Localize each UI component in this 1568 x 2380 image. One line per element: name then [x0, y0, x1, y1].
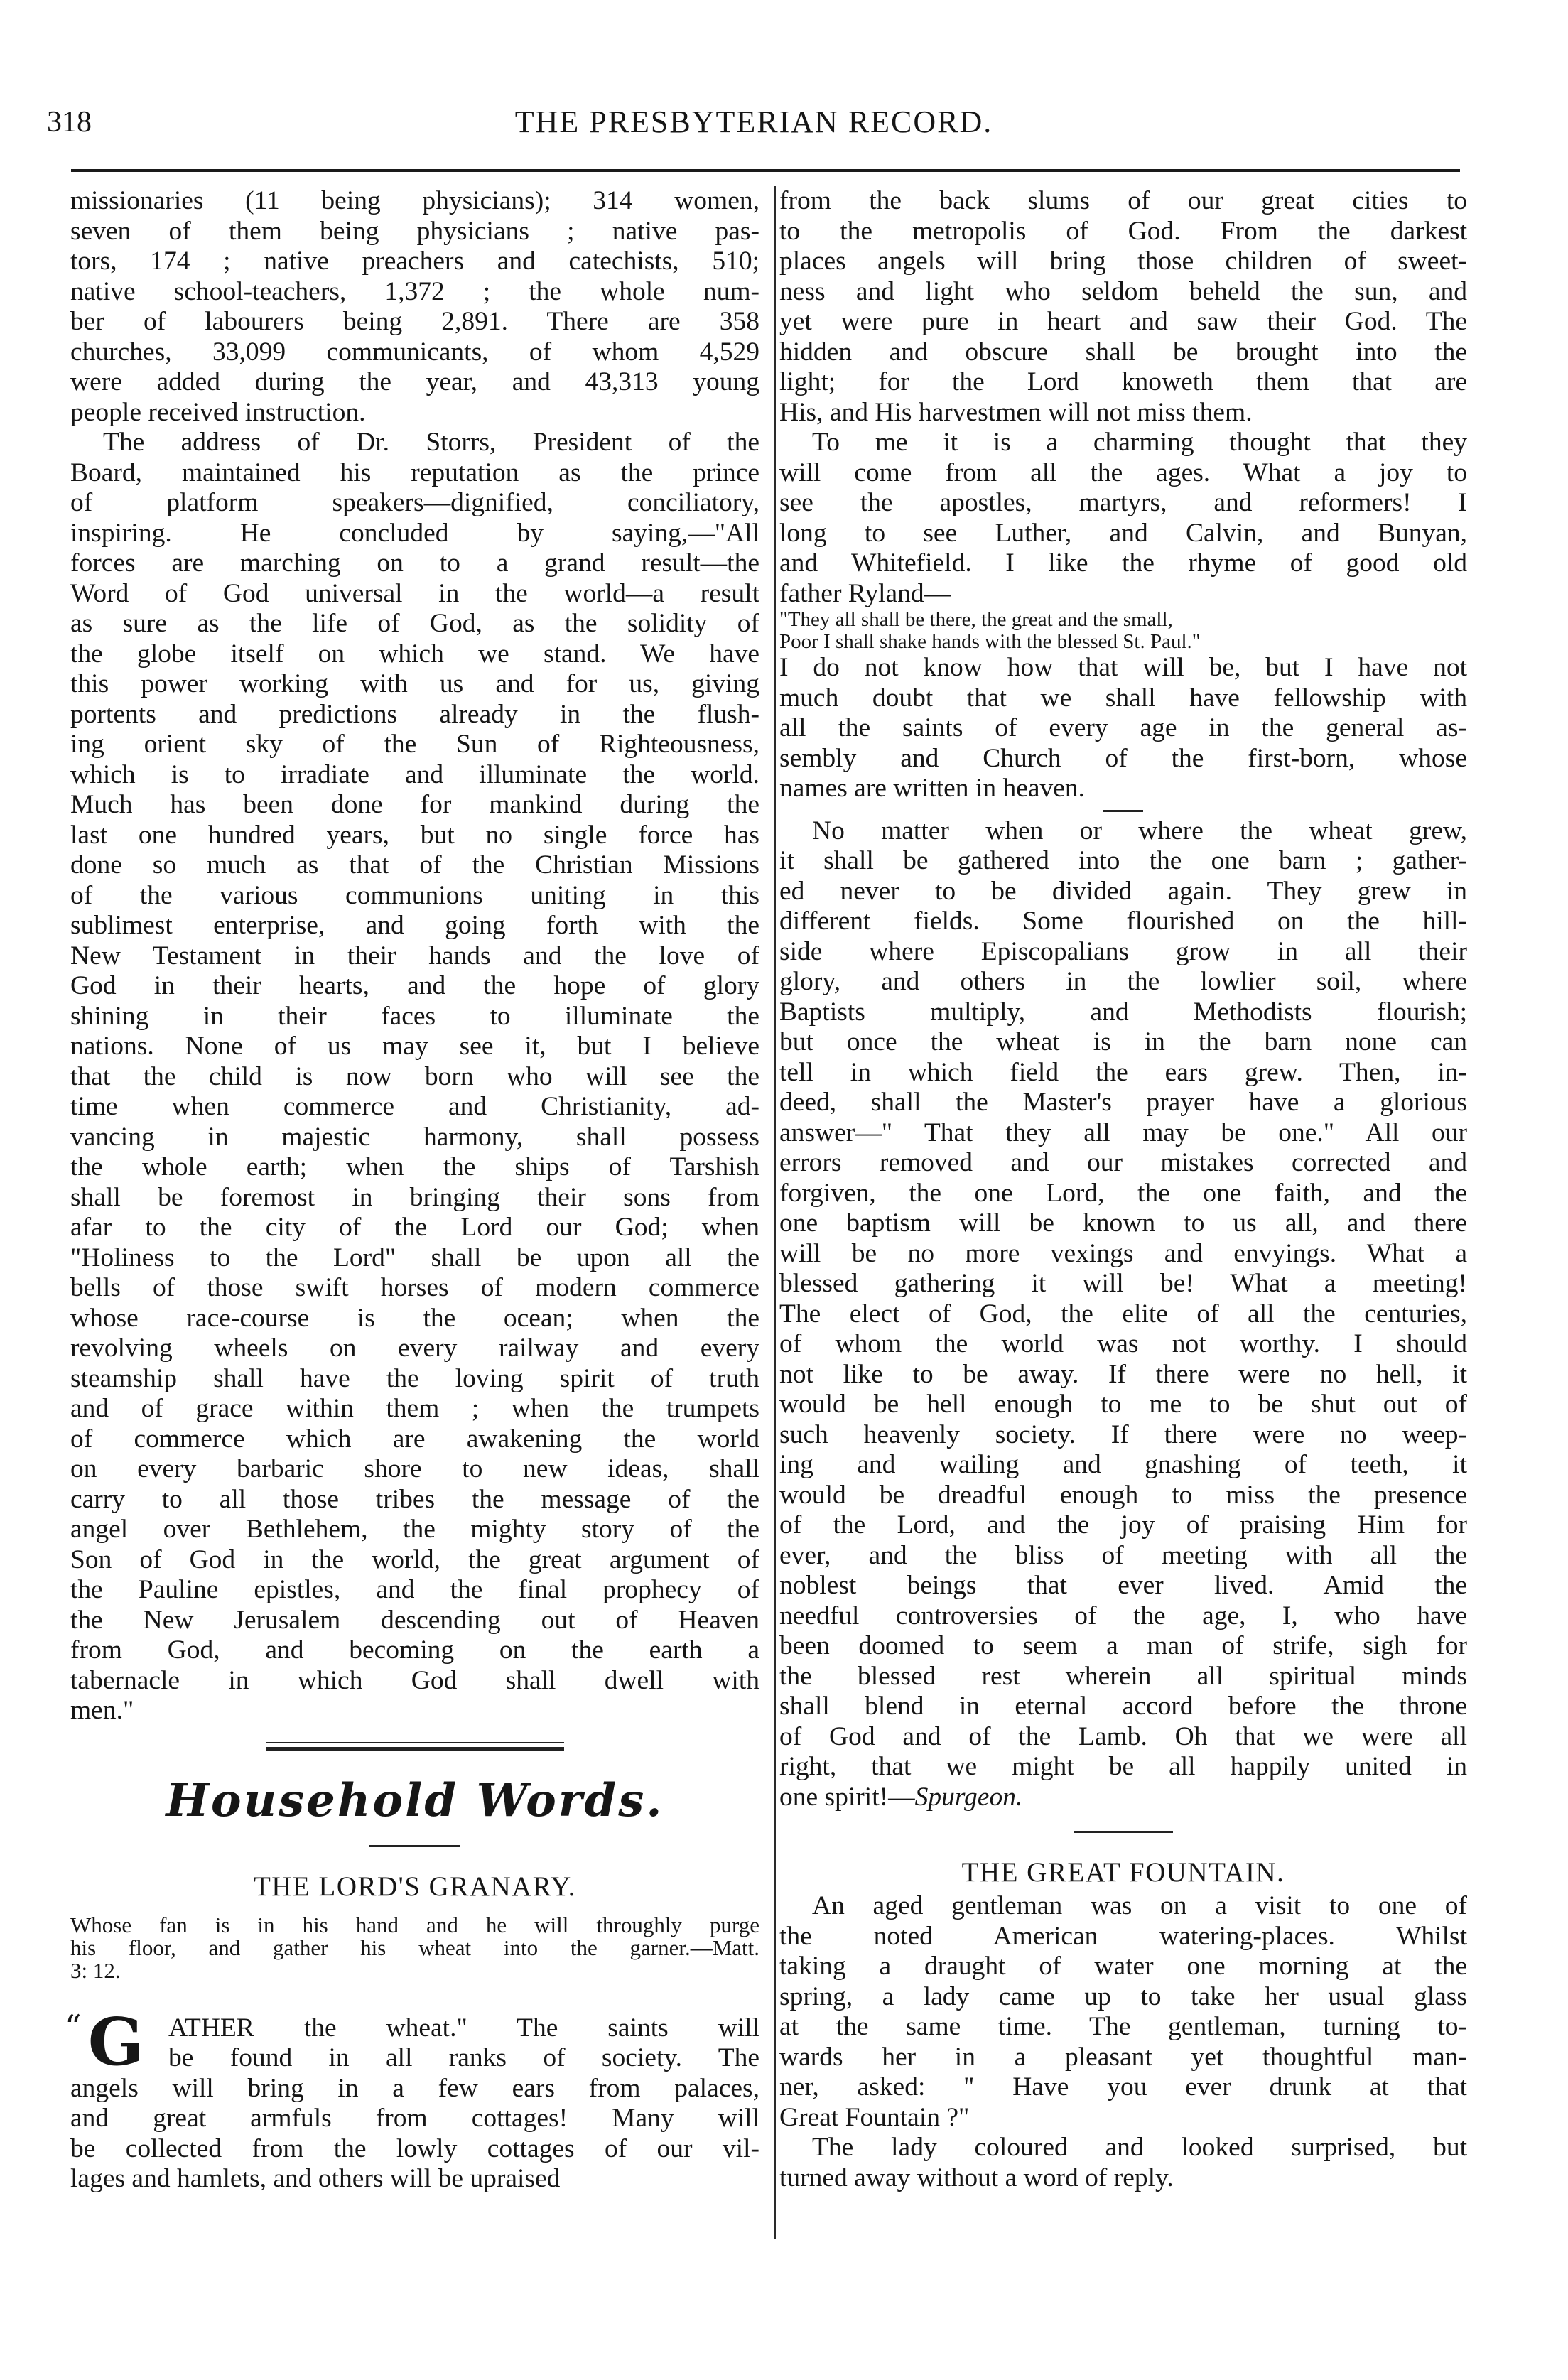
text-line: vancing in majestic harmony, shall possess	[70, 1122, 759, 1152]
text-line: from God, and becoming on the earth a	[70, 1635, 759, 1665]
text-line: Son of God in the world, the great argument of	[70, 1545, 759, 1574]
text-line: hidden and obscure shall be brought into the	[779, 337, 1467, 367]
text-line: the New Jerusalem descending out of Heaven	[70, 1605, 759, 1635]
text-line: To me it is a charming thought that they	[812, 428, 1467, 457]
text-line: be collected from the lowly cottages of our vil-	[70, 2133, 759, 2163]
text-line: churches, 33,099 communicants, of whom 4,529	[70, 337, 759, 367]
text-line: be found in all ranks of society. The	[168, 2043, 759, 2072]
header-rule	[71, 169, 1460, 172]
wheat-paragraph	[779, 816, 1467, 1783]
epigraph-line: 3: 12.	[70, 1957, 121, 1983]
text-line: tell in which field the ears grew. Then, in-	[779, 1057, 1467, 1087]
text-line: and of grace within them ; when the trumpets	[70, 1394, 759, 1423]
text-line: ber of labourers being 2,891. There are 358	[70, 307, 759, 336]
right-column	[779, 186, 1467, 2193]
text-line: The elect of God, the elite of all the centuries,	[779, 1299, 1467, 1329]
text-line: forgiven, the one Lord, the one faith, and the	[779, 1178, 1467, 1208]
ornament-rule-thick	[266, 1747, 564, 1751]
text-line: Board, maintained his reputation as the prince	[70, 458, 759, 487]
text-line: Baptists multiply, and Methodists flourish;	[779, 997, 1467, 1027]
text-line: ner, asked: " Have you ever drunk at that	[779, 2072, 1467, 2102]
text-line: nations. None of us may see it, but I believe	[70, 1032, 759, 1061]
text-line: would be dreadful enough to miss the presence	[779, 1480, 1467, 1510]
text-line: the noted American watering-places. Whilst	[779, 1921, 1467, 1951]
text-line: afar to the city of the Lord our God; when	[70, 1213, 759, 1242]
text-line: seven of them being physicians ; native pas-	[70, 216, 759, 246]
ornament-rule-thin	[266, 1742, 564, 1743]
text-line: of God and of the Lamb. Oh that we were all	[779, 1721, 1467, 1751]
article-title-granary: THE LORD'S GRANARY.	[253, 1871, 577, 1902]
text-line: ever, and the bliss of meeting with all the	[779, 1540, 1467, 1570]
text-line: inspiring. He concluded by saying,—"All	[70, 518, 759, 548]
dropcap-quote: “	[65, 2007, 82, 2046]
text-line: much doubt that we shall have fellowship with	[779, 683, 1467, 713]
text-line: of platform speakers—dignified, conciliatory,	[70, 488, 759, 517]
text-line: yet were pure in heart and saw their God. The	[779, 307, 1467, 336]
closing-text: one spirit!—	[779, 1782, 915, 1812]
text-line: names are written in heaven.	[779, 774, 1086, 803]
text-line: revolving wheels on every railway and every	[70, 1334, 759, 1363]
ornament-rule	[266, 1742, 564, 1751]
text-line: but once the wheat is in the barn none can	[779, 1027, 1467, 1056]
text-line: missionaries (11 being physicians); 314 women,	[70, 186, 759, 215]
text-line: New Testament in their hands and the love of	[70, 941, 759, 970]
text-line: that the child is now born who will see the	[70, 1061, 759, 1091]
text-line: portents and predictions already in the flush-	[70, 699, 759, 729]
text-line: on every barbaric shore to new ideas, shall	[70, 1454, 759, 1483]
text-line: were added during the year, and 43,313 young	[70, 367, 759, 396]
text-line: different fields. Some flourished on the hill-	[779, 907, 1467, 936]
text-line: one baptism will be known to us all, and there	[779, 1208, 1467, 1238]
text-line: wards her in a pleasant yet thoughtful man-	[779, 2042, 1467, 2072]
text-line: the blessed rest wherein all spiritual minds	[779, 1661, 1467, 1691]
ornamental-initial	[65, 2003, 160, 2080]
verse-line: "They all shall be there, the great and the small,	[779, 608, 1173, 631]
text-line: shining in their faces to illuminate the	[70, 1001, 759, 1031]
text-line: Great Fountain ?"	[779, 2102, 970, 2132]
text-line: angels will bring in a few ears from palaces,	[70, 2073, 759, 2103]
text-line: and Whitefield. I like the rhyme of good old	[779, 548, 1467, 578]
text-line: ed never to be divided again. They grew in	[779, 876, 1467, 906]
ryland-verse	[779, 609, 1467, 653]
text-line: "Holiness to the Lord" shall be upon all the	[70, 1243, 759, 1272]
page-number: 318	[47, 106, 92, 139]
text-line: spring, a lady came up to take her usual glass	[779, 1981, 1467, 2011]
text-line: of the various communions uniting in this	[70, 880, 759, 910]
section-heading: Household Words.	[166, 1773, 664, 1827]
text-line: will come from all the ages. What a joy to	[779, 458, 1467, 487]
text-line: as sure as the life of God, as the solidity of	[70, 609, 759, 638]
dropcap-letter: G	[87, 2003, 144, 2080]
text-line: done so much as that of the Christian Missions	[70, 850, 759, 880]
text-line: Much has been done for mankind during the	[70, 790, 759, 819]
author-citation: Spurgeon.	[914, 1782, 1023, 1812]
text-line: from the back slums of our great cities to	[779, 186, 1467, 215]
text-line: would be hell enough to me to be shut out of	[779, 1390, 1467, 1419]
text-line: steamship shall have the loving spirit of truth	[70, 1363, 759, 1393]
fountain-paragraph-1	[779, 1891, 1467, 2133]
text-line: been doomed to seem a man of strife, sigh for	[779, 1631, 1467, 1660]
fellowship-paragraph	[779, 653, 1467, 804]
text-line: ness and light who seldom beheld the sun, and	[779, 276, 1467, 306]
text-line: not like to be away. If there were no hell, it	[779, 1359, 1467, 1389]
epigraph-line: Whose fan is in his hand and he will throughly purge	[70, 1912, 759, 1937]
text-line: noblest beings that ever lived. Amid the	[779, 1571, 1467, 1600]
text-line: such heavenly society. If there were no weep-	[779, 1419, 1467, 1449]
text-line: will be no more vexings and envyings. What a	[779, 1238, 1467, 1268]
text-line: glory, and others in the lowlier soil, where	[779, 967, 1467, 996]
text-line: carry to all those tribes the message of the	[70, 1484, 759, 1514]
text-line: it shall be gathered into the one barn ; gather-	[779, 846, 1467, 875]
text-line: I do not know how that will be, but I have not	[779, 653, 1467, 682]
running-title: THE PRESBYTERIAN RECORD.	[514, 104, 993, 139]
text-line: side where Episcopalians grow in all their	[779, 936, 1467, 966]
text-line: this power working with us and for us, giving	[70, 669, 759, 698]
missions-article-body	[70, 186, 759, 1726]
text-line: people received instruction.	[70, 397, 366, 427]
text-line: light; for the Lord knoweth them that are	[779, 367, 1467, 396]
article-rule	[1074, 1831, 1173, 1833]
text-line: native school-teachers, 1,372 ; the whole num-	[70, 276, 759, 306]
text-line: ing orient sky of the Sun of Righteousness,	[70, 730, 759, 759]
text-line: His, and His harvestmen will not miss them.	[779, 397, 1253, 427]
text-line: of whom the world was not worthy. I should	[779, 1329, 1467, 1358]
text-line: tors, 174 ; native preachers and catechists, 510;	[70, 247, 759, 276]
left-column	[65, 186, 759, 2195]
text-line: whose race-course is the ocean; when the	[70, 1303, 759, 1333]
text-line: blessed gathering it will be! What a meeting!	[779, 1269, 1467, 1298]
text-line: lages and hamlets, and others will be upraised	[70, 2164, 561, 2193]
text-line: tabernacle in which God shall dwell with	[70, 1665, 759, 1695]
text-line: Word of God universal in the world—a result	[70, 578, 759, 608]
text-line: God in their hearts, and the hope of glory	[70, 971, 759, 1000]
text-line: The address of Dr. Storrs, President of the	[103, 428, 759, 457]
text-line: taking a draught of water one morning at the	[779, 1952, 1467, 1981]
granary-body	[65, 2003, 759, 2195]
closing-line	[779, 1783, 1467, 1813]
verse-line: Poor I shall shake hands with the blessed St. Paul."	[779, 630, 1201, 653]
text-line: last one hundred years, but no single force has	[70, 820, 759, 850]
text-line: sublimest enterprise, and going forth with the	[70, 911, 759, 940]
fountain-paragraph-2	[779, 2133, 1467, 2193]
text-line: shall be foremost in bringing their sons from	[70, 1182, 759, 1212]
text-line: to the metropolis of God. From the darkest	[779, 216, 1467, 246]
text-line: long to see Luther, and Calvin, and Bunyan,	[779, 518, 1467, 548]
text-line: ATHER the wheat." The saints will	[168, 2013, 759, 2043]
text-line: and great armfuls from cottages! Many will	[70, 2104, 759, 2133]
text-line: father Ryland—	[779, 578, 951, 608]
section-rule	[369, 1845, 460, 1847]
text-line: of commerce which are awakening the world	[70, 1424, 759, 1454]
text-line: errors removed and our mistakes corrected and	[779, 1148, 1467, 1177]
text-line: see the apostles, martyrs, and reformers! I	[779, 488, 1467, 517]
text-line: The lady coloured and looked surprised, but	[812, 2133, 1467, 2162]
paragraph-rule	[1103, 810, 1143, 812]
text-line: ing and wailing and gnashing of teeth, it	[779, 1450, 1467, 1479]
text-line: angel over Bethlehem, the mighty story of the	[70, 1515, 759, 1544]
text-line: deed, shall the Master's prayer have a glorious	[779, 1088, 1467, 1117]
text-line: No matter when or where the wheat grew,	[812, 816, 1467, 845]
article-title-fountain: THE GREAT FOUNTAIN.	[961, 1857, 1285, 1888]
text-line: the globe itself on which we stand. We have	[70, 639, 759, 669]
text-line: time when commerce and Christianity, ad-	[70, 1092, 759, 1121]
scripture-epigraph	[70, 1914, 759, 1982]
granary-continued	[779, 186, 1467, 609]
text-line: right, that we might be all happily united in	[779, 1752, 1467, 1781]
text-line: the Pauline epistles, and the final prophecy of	[70, 1575, 759, 1604]
text-line: sembly and Church of the first-born, whose	[779, 743, 1467, 773]
text-line: all the saints of every age in the general as-	[779, 713, 1467, 742]
epigraph-line: his floor, and gather his wheat into the garner.—Matt.	[70, 1935, 759, 1960]
text-line: the whole earth; when the ships of Tarshish	[70, 1152, 759, 1181]
column-divider	[774, 186, 776, 2239]
text-line: places angels will bring those children of sweet-	[779, 247, 1467, 276]
text-line: turned away without a word of reply.	[779, 2163, 1174, 2192]
text-line: of the Lord, and the joy of praising Him for	[779, 1510, 1467, 1540]
text-line: shall blend in eternal accord before the throne	[779, 1692, 1467, 1721]
text-line: forces are marching on to a grand result—the	[70, 548, 759, 578]
running-header	[47, 101, 1461, 144]
text-line: needful controversies of the age, I, who have	[779, 1601, 1467, 1630]
text-line: men."	[70, 1696, 134, 1725]
text-line: which is to irradiate and illuminate the world.	[70, 759, 759, 789]
text-line: answer—" That they all may be one." All our	[779, 1118, 1467, 1147]
text-line: at the same time. The gentleman, turning to-	[779, 2012, 1467, 2041]
text-line: An aged gentleman was on a visit to one of	[812, 1891, 1467, 1920]
text-line: bells of those swift horses of modern commerce	[70, 1273, 759, 1302]
